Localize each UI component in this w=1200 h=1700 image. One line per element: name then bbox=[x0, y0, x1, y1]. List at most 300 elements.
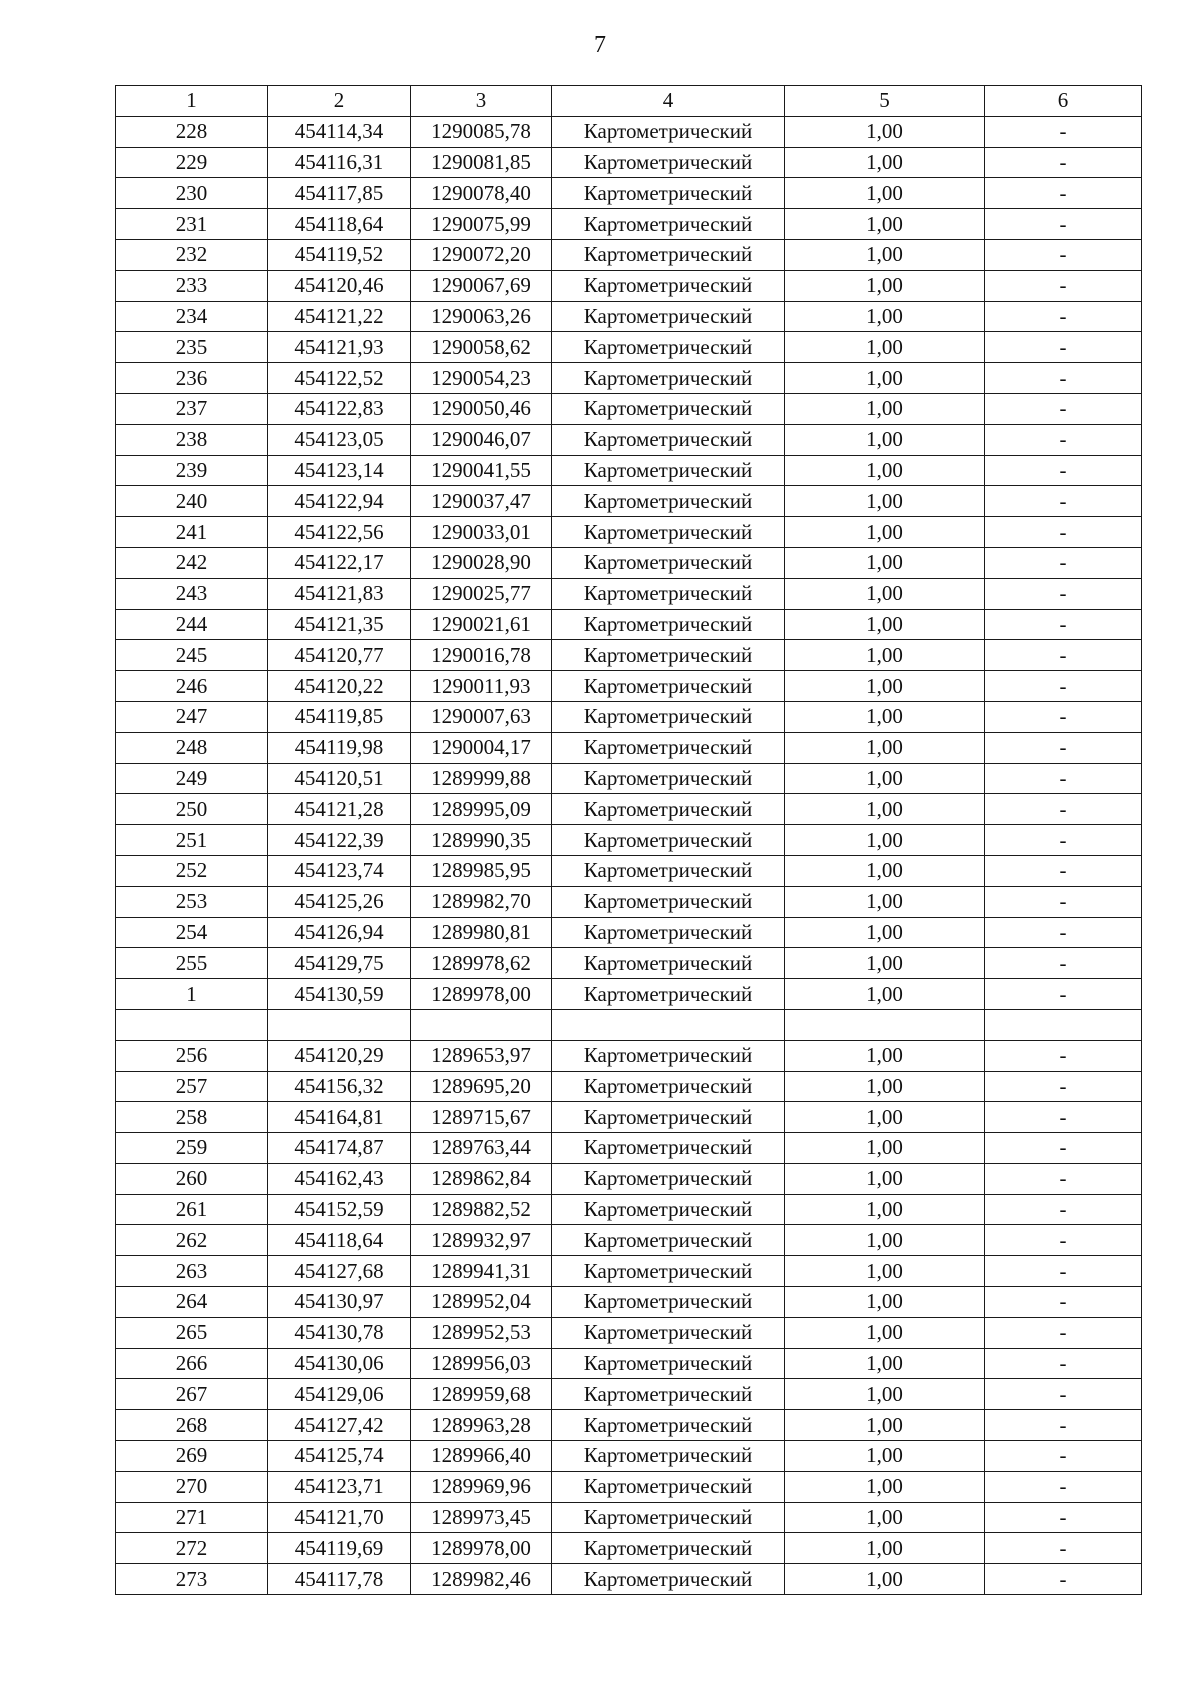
description-cell: - bbox=[985, 948, 1142, 979]
point-number-cell: 234 bbox=[116, 301, 268, 332]
y-coordinate-cell: 1290078,40 bbox=[411, 178, 552, 209]
point-number-cell: 235 bbox=[116, 332, 268, 363]
description-cell: - bbox=[985, 147, 1142, 178]
point-number-cell: 258 bbox=[116, 1102, 268, 1133]
y-coordinate-cell: 1290041,55 bbox=[411, 455, 552, 486]
table-row bbox=[116, 578, 1142, 609]
accuracy-cell: 1,00 bbox=[785, 640, 985, 671]
column-header: 6 bbox=[985, 86, 1142, 117]
accuracy-cell: 1,00 bbox=[785, 547, 985, 578]
x-coordinate-cell: 454119,98 bbox=[268, 732, 411, 763]
accuracy-cell: 1,00 bbox=[785, 825, 985, 856]
x-coordinate-cell bbox=[268, 1009, 411, 1040]
x-coordinate-cell: 454121,35 bbox=[268, 609, 411, 640]
method-cell: Картометрический bbox=[552, 855, 785, 886]
method-cell: Картометрический bbox=[552, 1225, 785, 1256]
x-coordinate-cell: 454119,52 bbox=[268, 239, 411, 270]
description-cell: - bbox=[985, 1564, 1142, 1595]
description-cell: - bbox=[985, 547, 1142, 578]
point-number-cell: 260 bbox=[116, 1163, 268, 1194]
x-coordinate-cell: 454121,22 bbox=[268, 301, 411, 332]
table-row bbox=[116, 239, 1142, 270]
x-coordinate-cell: 454123,14 bbox=[268, 455, 411, 486]
point-number-cell: 242 bbox=[116, 547, 268, 578]
table-row bbox=[116, 979, 1142, 1010]
accuracy-cell: 1,00 bbox=[785, 1533, 985, 1564]
point-number-cell: 254 bbox=[116, 917, 268, 948]
description-cell: - bbox=[985, 1040, 1142, 1071]
point-number-cell: 252 bbox=[116, 855, 268, 886]
table-row bbox=[116, 1071, 1142, 1102]
y-coordinate-cell: 1290075,99 bbox=[411, 209, 552, 240]
y-coordinate-cell: 1290016,78 bbox=[411, 640, 552, 671]
method-cell: Картометрический bbox=[552, 363, 785, 394]
y-coordinate-cell: 1289980,81 bbox=[411, 917, 552, 948]
description-cell: - bbox=[985, 640, 1142, 671]
y-coordinate-cell: 1289941,31 bbox=[411, 1256, 552, 1287]
description-cell: - bbox=[985, 1317, 1142, 1348]
method-cell: Картометрический bbox=[552, 825, 785, 856]
description-cell: - bbox=[985, 270, 1142, 301]
accuracy-cell: 1,00 bbox=[785, 578, 985, 609]
table-row bbox=[116, 1564, 1142, 1595]
description-cell: - bbox=[985, 671, 1142, 702]
description-cell: - bbox=[985, 301, 1142, 332]
table-row bbox=[116, 1256, 1142, 1287]
point-number-cell: 1 bbox=[116, 979, 268, 1010]
y-coordinate-cell: 1290011,93 bbox=[411, 671, 552, 702]
table-row bbox=[116, 917, 1142, 948]
method-cell: Картометрический bbox=[552, 794, 785, 825]
column-header: 4 bbox=[552, 86, 785, 117]
x-coordinate-cell: 454121,93 bbox=[268, 332, 411, 363]
table-row bbox=[116, 301, 1142, 332]
point-number-cell: 265 bbox=[116, 1317, 268, 1348]
x-coordinate-cell: 454130,78 bbox=[268, 1317, 411, 1348]
description-cell: - bbox=[985, 517, 1142, 548]
y-coordinate-cell: 1289882,52 bbox=[411, 1194, 552, 1225]
table-row bbox=[116, 1009, 1142, 1040]
x-coordinate-cell: 454125,74 bbox=[268, 1441, 411, 1472]
accuracy-cell: 1,00 bbox=[785, 455, 985, 486]
point-number-cell: 261 bbox=[116, 1194, 268, 1225]
y-coordinate-cell: 1289959,68 bbox=[411, 1379, 552, 1410]
table-row bbox=[116, 732, 1142, 763]
point-number-cell: 271 bbox=[116, 1502, 268, 1533]
y-coordinate-cell: 1290050,46 bbox=[411, 393, 552, 424]
x-coordinate-cell: 454117,78 bbox=[268, 1564, 411, 1595]
accuracy-cell: 1,00 bbox=[785, 424, 985, 455]
table-row bbox=[116, 1317, 1142, 1348]
method-cell: Картометрический bbox=[552, 301, 785, 332]
point-number-cell: 255 bbox=[116, 948, 268, 979]
method-cell: Картометрический bbox=[552, 732, 785, 763]
point-number-cell: 248 bbox=[116, 732, 268, 763]
point-number-cell: 241 bbox=[116, 517, 268, 548]
table-row bbox=[116, 517, 1142, 548]
x-coordinate-cell: 454122,17 bbox=[268, 547, 411, 578]
accuracy-cell: 1,00 bbox=[785, 794, 985, 825]
point-number-cell: 238 bbox=[116, 424, 268, 455]
y-coordinate-cell: 1289982,70 bbox=[411, 886, 552, 917]
point-number-cell: 229 bbox=[116, 147, 268, 178]
y-coordinate-cell: 1289999,88 bbox=[411, 763, 552, 794]
accuracy-cell: 1,00 bbox=[785, 486, 985, 517]
description-cell: - bbox=[985, 1163, 1142, 1194]
accuracy-cell: 1,00 bbox=[785, 1441, 985, 1472]
table-row bbox=[116, 393, 1142, 424]
table-row bbox=[116, 763, 1142, 794]
accuracy-cell: 1,00 bbox=[785, 1379, 985, 1410]
method-cell: Картометрический bbox=[552, 332, 785, 363]
y-coordinate-cell: 1290058,62 bbox=[411, 332, 552, 363]
accuracy-cell: 1,00 bbox=[785, 1040, 985, 1071]
table-row bbox=[116, 363, 1142, 394]
table-row bbox=[116, 1102, 1142, 1133]
method-cell: Картометрический bbox=[552, 609, 785, 640]
y-coordinate-cell bbox=[411, 1009, 552, 1040]
x-coordinate-cell: 454120,51 bbox=[268, 763, 411, 794]
description-cell: - bbox=[985, 363, 1142, 394]
y-coordinate-cell: 1290037,47 bbox=[411, 486, 552, 517]
x-coordinate-cell: 454123,05 bbox=[268, 424, 411, 455]
description-cell: - bbox=[985, 1379, 1142, 1410]
accuracy-cell: 1,00 bbox=[785, 332, 985, 363]
table-row bbox=[116, 886, 1142, 917]
description-cell: - bbox=[985, 1533, 1142, 1564]
coordinates-table bbox=[115, 85, 1142, 1595]
method-cell: Картометрический bbox=[552, 1102, 785, 1133]
table-row bbox=[116, 1471, 1142, 1502]
method-cell: Картометрический bbox=[552, 393, 785, 424]
table-row bbox=[116, 178, 1142, 209]
accuracy-cell: 1,00 bbox=[785, 917, 985, 948]
x-coordinate-cell: 454130,59 bbox=[268, 979, 411, 1010]
x-coordinate-cell: 454125,26 bbox=[268, 886, 411, 917]
x-coordinate-cell: 454129,06 bbox=[268, 1379, 411, 1410]
point-number-cell: 257 bbox=[116, 1071, 268, 1102]
x-coordinate-cell: 454119,85 bbox=[268, 701, 411, 732]
accuracy-cell: 1,00 bbox=[785, 701, 985, 732]
column-header: 5 bbox=[785, 86, 985, 117]
table-row bbox=[116, 1441, 1142, 1472]
table-row bbox=[116, 794, 1142, 825]
accuracy-cell: 1,00 bbox=[785, 763, 985, 794]
x-coordinate-cell: 454120,22 bbox=[268, 671, 411, 702]
accuracy-cell: 1,00 bbox=[785, 1410, 985, 1441]
accuracy-cell: 1,00 bbox=[785, 1163, 985, 1194]
method-cell: Картометрический bbox=[552, 948, 785, 979]
x-coordinate-cell: 454119,69 bbox=[268, 1533, 411, 1564]
table-row bbox=[116, 1163, 1142, 1194]
description-cell: - bbox=[985, 1287, 1142, 1318]
x-coordinate-cell: 454164,81 bbox=[268, 1102, 411, 1133]
accuracy-cell: 1,00 bbox=[785, 1225, 985, 1256]
method-cell bbox=[552, 1009, 785, 1040]
x-coordinate-cell: 454120,46 bbox=[268, 270, 411, 301]
accuracy-cell: 1,00 bbox=[785, 363, 985, 394]
description-cell: - bbox=[985, 455, 1142, 486]
point-number-cell: 237 bbox=[116, 393, 268, 424]
method-cell: Картометрический bbox=[552, 1502, 785, 1533]
accuracy-cell: 1,00 bbox=[785, 147, 985, 178]
table-row bbox=[116, 1533, 1142, 1564]
description-cell: - bbox=[985, 1071, 1142, 1102]
method-cell: Картометрический bbox=[552, 1317, 785, 1348]
accuracy-cell: 1,00 bbox=[785, 948, 985, 979]
x-coordinate-cell: 454120,77 bbox=[268, 640, 411, 671]
point-number-cell: 270 bbox=[116, 1471, 268, 1502]
description-cell: - bbox=[985, 917, 1142, 948]
y-coordinate-cell: 1289956,03 bbox=[411, 1348, 552, 1379]
description-cell: - bbox=[985, 424, 1142, 455]
table-row bbox=[116, 1379, 1142, 1410]
description-cell: - bbox=[985, 825, 1142, 856]
method-cell: Картометрический bbox=[552, 1348, 785, 1379]
accuracy-cell: 1,00 bbox=[785, 270, 985, 301]
table-row bbox=[116, 455, 1142, 486]
point-number-cell: 272 bbox=[116, 1533, 268, 1564]
x-coordinate-cell: 454156,32 bbox=[268, 1071, 411, 1102]
accuracy-cell: 1,00 bbox=[785, 886, 985, 917]
y-coordinate-cell: 1290067,69 bbox=[411, 270, 552, 301]
point-number-cell: 246 bbox=[116, 671, 268, 702]
table-row bbox=[116, 547, 1142, 578]
x-coordinate-cell: 454118,64 bbox=[268, 209, 411, 240]
accuracy-cell: 1,00 bbox=[785, 1564, 985, 1595]
method-cell: Картометрический bbox=[552, 455, 785, 486]
point-number-cell bbox=[116, 1009, 268, 1040]
description-cell: - bbox=[985, 239, 1142, 270]
y-coordinate-cell: 1290081,85 bbox=[411, 147, 552, 178]
y-coordinate-cell: 1290028,90 bbox=[411, 547, 552, 578]
x-coordinate-cell: 454118,64 bbox=[268, 1225, 411, 1256]
point-number-cell: 244 bbox=[116, 609, 268, 640]
y-coordinate-cell: 1289969,96 bbox=[411, 1471, 552, 1502]
table-header-row bbox=[116, 86, 1142, 117]
method-cell: Картометрический bbox=[552, 979, 785, 1010]
description-cell: - bbox=[985, 209, 1142, 240]
accuracy-cell: 1,00 bbox=[785, 732, 985, 763]
accuracy-cell: 1,00 bbox=[785, 1194, 985, 1225]
description-cell: - bbox=[985, 1441, 1142, 1472]
y-coordinate-cell: 1289973,45 bbox=[411, 1502, 552, 1533]
point-number-cell: 228 bbox=[116, 116, 268, 147]
method-cell: Картометрический bbox=[552, 1194, 785, 1225]
y-coordinate-cell: 1289978,00 bbox=[411, 979, 552, 1010]
column-header: 2 bbox=[268, 86, 411, 117]
x-coordinate-cell: 454174,87 bbox=[268, 1133, 411, 1164]
description-cell: - bbox=[985, 732, 1142, 763]
y-coordinate-cell: 1290063,26 bbox=[411, 301, 552, 332]
method-cell: Картометрический bbox=[552, 640, 785, 671]
accuracy-cell: 1,00 bbox=[785, 609, 985, 640]
method-cell: Картометрический bbox=[552, 1379, 785, 1410]
accuracy-cell: 1,00 bbox=[785, 1471, 985, 1502]
x-coordinate-cell: 454121,28 bbox=[268, 794, 411, 825]
method-cell: Картометрический bbox=[552, 1471, 785, 1502]
x-coordinate-cell: 454122,83 bbox=[268, 393, 411, 424]
accuracy-cell: 1,00 bbox=[785, 1071, 985, 1102]
description-cell: - bbox=[985, 1471, 1142, 1502]
method-cell: Картометрический bbox=[552, 701, 785, 732]
method-cell: Картометрический bbox=[552, 424, 785, 455]
description-cell: - bbox=[985, 794, 1142, 825]
description-cell: - bbox=[985, 886, 1142, 917]
x-coordinate-cell: 454122,56 bbox=[268, 517, 411, 548]
accuracy-cell: 1,00 bbox=[785, 979, 985, 1010]
x-coordinate-cell: 454123,71 bbox=[268, 1471, 411, 1502]
y-coordinate-cell: 1289963,28 bbox=[411, 1410, 552, 1441]
point-number-cell: 262 bbox=[116, 1225, 268, 1256]
description-cell: - bbox=[985, 178, 1142, 209]
table-row bbox=[116, 1133, 1142, 1164]
y-coordinate-cell: 1289966,40 bbox=[411, 1441, 552, 1472]
y-coordinate-cell: 1289862,84 bbox=[411, 1163, 552, 1194]
coordinates-table-body bbox=[116, 86, 1142, 1595]
point-number-cell: 266 bbox=[116, 1348, 268, 1379]
accuracy-cell: 1,00 bbox=[785, 855, 985, 886]
table-row bbox=[116, 1287, 1142, 1318]
method-cell: Картометрический bbox=[552, 671, 785, 702]
point-number-cell: 264 bbox=[116, 1287, 268, 1318]
point-number-cell: 250 bbox=[116, 794, 268, 825]
x-coordinate-cell: 454126,94 bbox=[268, 917, 411, 948]
table-row bbox=[116, 640, 1142, 671]
table-row bbox=[116, 1348, 1142, 1379]
method-cell: Картометрический bbox=[552, 578, 785, 609]
y-coordinate-cell: 1289952,53 bbox=[411, 1317, 552, 1348]
x-coordinate-cell: 454130,97 bbox=[268, 1287, 411, 1318]
point-number-cell: 256 bbox=[116, 1040, 268, 1071]
y-coordinate-cell: 1289653,97 bbox=[411, 1040, 552, 1071]
y-coordinate-cell: 1289990,35 bbox=[411, 825, 552, 856]
accuracy-cell: 1,00 bbox=[785, 1256, 985, 1287]
description-cell: - bbox=[985, 1194, 1142, 1225]
description-cell: - bbox=[985, 1348, 1142, 1379]
method-cell: Картометрический bbox=[552, 178, 785, 209]
method-cell: Картометрический bbox=[552, 1287, 785, 1318]
point-number-cell: 231 bbox=[116, 209, 268, 240]
description-cell bbox=[985, 1009, 1142, 1040]
x-coordinate-cell: 454117,85 bbox=[268, 178, 411, 209]
column-header: 1 bbox=[116, 86, 268, 117]
method-cell: Картометрический bbox=[552, 486, 785, 517]
x-coordinate-cell: 454122,39 bbox=[268, 825, 411, 856]
x-coordinate-cell: 454121,83 bbox=[268, 578, 411, 609]
y-coordinate-cell: 1289985,95 bbox=[411, 855, 552, 886]
method-cell: Картометрический bbox=[552, 917, 785, 948]
accuracy-cell: 1,00 bbox=[785, 1133, 985, 1164]
x-coordinate-cell: 454121,70 bbox=[268, 1502, 411, 1533]
point-number-cell: 251 bbox=[116, 825, 268, 856]
description-cell: - bbox=[985, 1256, 1142, 1287]
x-coordinate-cell: 454129,75 bbox=[268, 948, 411, 979]
accuracy-cell: 1,00 bbox=[785, 301, 985, 332]
table-row bbox=[116, 209, 1142, 240]
y-coordinate-cell: 1290072,20 bbox=[411, 239, 552, 270]
x-coordinate-cell: 454130,06 bbox=[268, 1348, 411, 1379]
y-coordinate-cell: 1289715,67 bbox=[411, 1102, 552, 1133]
x-coordinate-cell: 454162,43 bbox=[268, 1163, 411, 1194]
y-coordinate-cell: 1289695,20 bbox=[411, 1071, 552, 1102]
y-coordinate-cell: 1290004,17 bbox=[411, 732, 552, 763]
description-cell: - bbox=[985, 1102, 1142, 1133]
method-cell: Картометрический bbox=[552, 1071, 785, 1102]
y-coordinate-cell: 1290046,07 bbox=[411, 424, 552, 455]
accuracy-cell: 1,00 bbox=[785, 209, 985, 240]
table-row bbox=[116, 486, 1142, 517]
y-coordinate-cell: 1289995,09 bbox=[411, 794, 552, 825]
method-cell: Картометрический bbox=[552, 1564, 785, 1595]
method-cell: Картометрический bbox=[552, 517, 785, 548]
table-row bbox=[116, 1502, 1142, 1533]
column-header: 3 bbox=[411, 86, 552, 117]
method-cell: Картометрический bbox=[552, 270, 785, 301]
accuracy-cell: 1,00 bbox=[785, 671, 985, 702]
method-cell: Картометрический bbox=[552, 209, 785, 240]
point-number-cell: 259 bbox=[116, 1133, 268, 1164]
x-coordinate-cell: 454127,42 bbox=[268, 1410, 411, 1441]
point-number-cell: 268 bbox=[116, 1410, 268, 1441]
method-cell: Картометрический bbox=[552, 886, 785, 917]
description-cell: - bbox=[985, 979, 1142, 1010]
description-cell: - bbox=[985, 1410, 1142, 1441]
method-cell: Картометрический bbox=[552, 116, 785, 147]
accuracy-cell: 1,00 bbox=[785, 1102, 985, 1133]
x-coordinate-cell: 454120,29 bbox=[268, 1040, 411, 1071]
accuracy-cell: 1,00 bbox=[785, 1502, 985, 1533]
x-coordinate-cell: 454122,94 bbox=[268, 486, 411, 517]
x-coordinate-cell: 454122,52 bbox=[268, 363, 411, 394]
description-cell: - bbox=[985, 1502, 1142, 1533]
point-number-cell: 247 bbox=[116, 701, 268, 732]
description-cell: - bbox=[985, 393, 1142, 424]
method-cell: Картометрический bbox=[552, 1256, 785, 1287]
method-cell: Картометрический bbox=[552, 1163, 785, 1194]
table-row bbox=[116, 948, 1142, 979]
description-cell: - bbox=[985, 1133, 1142, 1164]
x-coordinate-cell: 454116,31 bbox=[268, 147, 411, 178]
accuracy-cell: 1,00 bbox=[785, 116, 985, 147]
table-row bbox=[116, 609, 1142, 640]
y-coordinate-cell: 1290033,01 bbox=[411, 517, 552, 548]
point-number-cell: 239 bbox=[116, 455, 268, 486]
description-cell: - bbox=[985, 609, 1142, 640]
table-row bbox=[116, 270, 1142, 301]
method-cell: Картометрический bbox=[552, 1441, 785, 1472]
y-coordinate-cell: 1290025,77 bbox=[411, 578, 552, 609]
table-row bbox=[116, 147, 1142, 178]
point-number-cell: 263 bbox=[116, 1256, 268, 1287]
x-coordinate-cell: 454152,59 bbox=[268, 1194, 411, 1225]
table-row bbox=[116, 671, 1142, 702]
method-cell: Картометрический bbox=[552, 763, 785, 794]
y-coordinate-cell: 1289763,44 bbox=[411, 1133, 552, 1164]
table-row bbox=[116, 1194, 1142, 1225]
method-cell: Картометрический bbox=[552, 147, 785, 178]
point-number-cell: 267 bbox=[116, 1379, 268, 1410]
accuracy-cell: 1,00 bbox=[785, 1348, 985, 1379]
accuracy-cell: 1,00 bbox=[785, 178, 985, 209]
table-row bbox=[116, 116, 1142, 147]
point-number-cell: 269 bbox=[116, 1441, 268, 1472]
x-coordinate-cell: 454114,34 bbox=[268, 116, 411, 147]
method-cell: Картометрический bbox=[552, 1533, 785, 1564]
accuracy-cell: 1,00 bbox=[785, 393, 985, 424]
x-coordinate-cell: 454123,74 bbox=[268, 855, 411, 886]
table-row bbox=[116, 855, 1142, 886]
